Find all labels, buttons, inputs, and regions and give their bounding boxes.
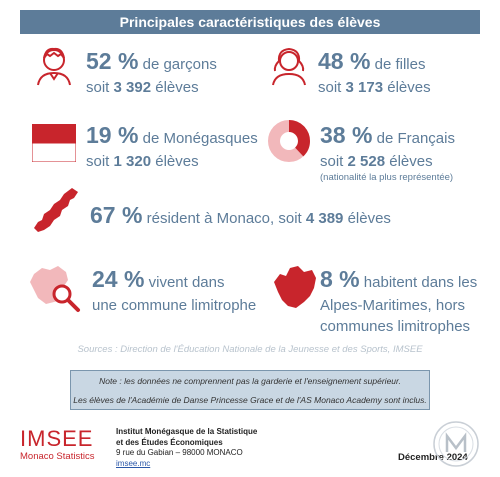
stat-girls-prefix: soit — [318, 79, 346, 96]
stat-francais — [320, 122, 455, 183]
stat-monegasques — [86, 122, 258, 170]
stat-girls-suffix: élèves — [383, 79, 431, 96]
monaco-map-icon — [30, 186, 82, 234]
stat-alpes-line2: Alpes-Maritimes, hors — [320, 297, 466, 314]
girl-icon — [268, 44, 310, 86]
institute-line-2: et des Études Économiques — [116, 437, 223, 447]
sources-text: Sources : Direction de l'Éducation Nationale de la Jeunesse et des Sports, IMSEE — [77, 344, 423, 355]
stat-boys-suffix: élèves — [151, 79, 199, 96]
stat-alpes-pct: 8 % — [320, 266, 360, 292]
stat-boys-prefix: soit — [86, 79, 114, 96]
institute-info — [116, 427, 257, 469]
stat-boys-pct: 52 % — [86, 48, 139, 74]
stat-francais-pct: 38 % — [320, 122, 373, 148]
note-line-1: Note : les données ne comprennent pas la garderie et l'enseignement supérieur. — [99, 376, 401, 386]
logo-text: IMSEE — [20, 426, 94, 451]
stat-limitrophe-label: vivent dans — [144, 274, 225, 291]
imsee-logo — [20, 428, 94, 462]
stat-monegasques-suffix: élèves — [151, 153, 199, 170]
stat-monaco-residents-count: 4 389 — [305, 210, 344, 227]
stat-francais-suffix: élèves — [385, 153, 433, 170]
monaco-flag-icon — [32, 124, 76, 162]
stat-boys — [86, 48, 217, 96]
stat-monaco-residents-pct: 67 % — [90, 202, 143, 228]
institute-line-1: Institut Monégasque de la Statistique — [116, 427, 258, 436]
stat-monegasques-count: 1 320 — [113, 153, 152, 170]
institute-address: 9 rue du Gabian – 98000 MONACO — [116, 448, 243, 457]
stat-girls-count: 3 173 — [345, 79, 384, 96]
stat-francais-label: de Français — [372, 130, 455, 147]
stat-limitrophe — [92, 266, 256, 314]
stat-monaco-residents — [90, 202, 391, 229]
stat-monaco-residents-label: résident à Monaco, soit — [142, 210, 306, 227]
note-box — [70, 370, 430, 410]
stat-monaco-residents-suffix: élèves — [343, 210, 391, 227]
stat-limitrophe-pct: 24 % — [92, 266, 145, 292]
stat-francais-count: 2 528 — [347, 153, 386, 170]
boy-icon — [34, 44, 74, 86]
publication-date: Décembre 2024 — [398, 452, 468, 463]
stat-alpes-label: habitent dans les — [359, 274, 478, 291]
alpes-maritimes-map-icon — [270, 262, 320, 312]
logo-subtitle: Monaco Statistics — [20, 451, 95, 462]
stat-alpes — [320, 266, 477, 335]
stat-boys-label: de garçons — [138, 56, 217, 73]
note-line-2: Les élèves de l'Académie de Danse Princesse Grace et de l'AS Monaco Academy sont inclus. — [73, 395, 427, 405]
stat-monegasques-label: de Monégasques — [138, 130, 258, 147]
stat-monegasques-pct: 19 % — [86, 122, 139, 148]
stat-alpes-line3: communes limitrophes — [320, 318, 471, 335]
stat-boys-count: 3 392 — [113, 79, 152, 96]
stat-girls-pct: 48 % — [318, 48, 371, 74]
monaco-seal-icon — [432, 420, 480, 468]
stat-girls — [318, 48, 431, 96]
stat-monegasques-prefix: soit — [86, 153, 114, 170]
stat-limitrophe-line2: une commune limitrophe — [92, 297, 257, 314]
stat-francais-prefix: soit — [320, 153, 348, 170]
stat-girls-label: de filles — [370, 56, 426, 73]
magnifier-map-icon — [28, 262, 82, 316]
page-title: Principales caractéristiques des élèves — [20, 10, 480, 34]
website-link[interactable]: imsee.mc — [116, 458, 151, 468]
stat-francais-note: (nationalité la plus représentée) — [320, 172, 454, 183]
francais-donut-icon — [266, 118, 312, 164]
